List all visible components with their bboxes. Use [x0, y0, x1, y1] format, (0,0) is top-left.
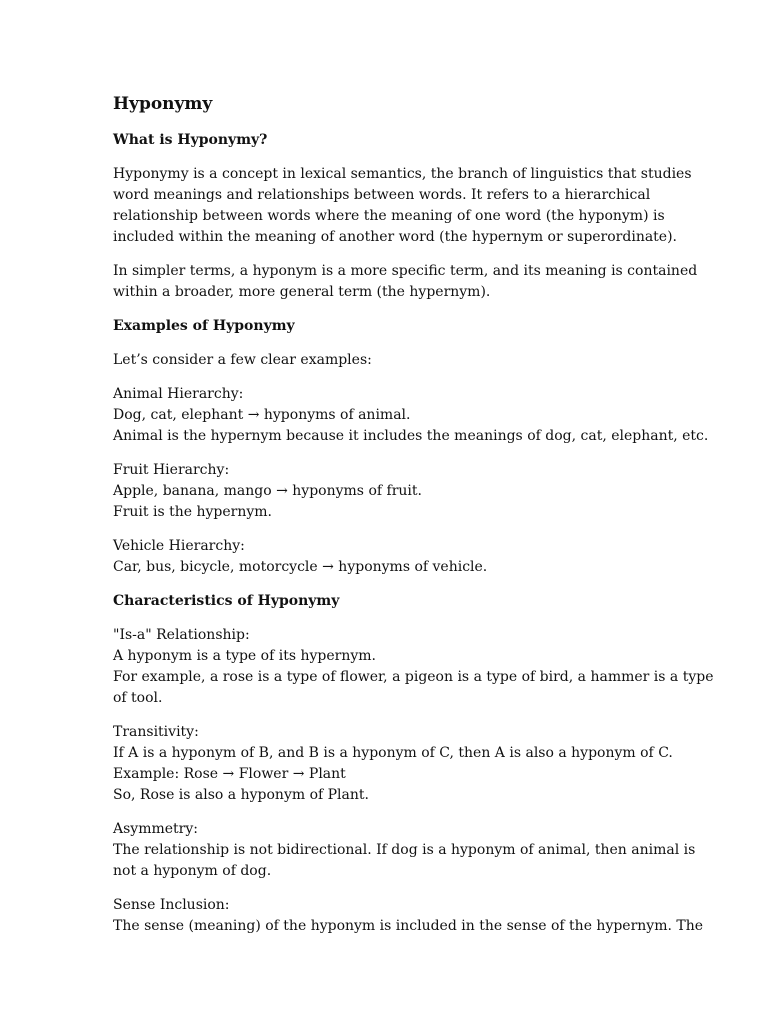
section-heading-characteristics: Characteristics of Hyponymy — [113, 593, 340, 609]
text-line: If A is a hyponym of B, and B is a hyponym of C, then A is also a hyponym of C. — [113, 745, 673, 761]
text-line: within a broader, more general term (the hypernym). — [113, 284, 491, 300]
section-heading-what-is-hyponymy: What is Hyponymy? — [113, 132, 268, 148]
text-line: Transitivity: — [113, 724, 199, 740]
text-line: relationship between words where the meaning of one word (the hyponym) is — [113, 208, 665, 224]
text-line: Animal is the hypernym because it includes the meanings of dog, cat, elephant, etc. — [113, 428, 709, 444]
text-line: Apple, banana, mango → hyponyms of fruit. — [113, 483, 422, 499]
text-line: Car, bus, bicycle, motorcycle → hyponyms of vehicle. — [113, 559, 488, 575]
text-line: Let’s consider a few clear examples: — [113, 352, 372, 368]
text-line: Fruit Hierarchy: — [113, 462, 230, 478]
section-heading-examples: Examples of Hyponymy — [113, 318, 295, 334]
text-line: Animal Hierarchy: — [113, 386, 244, 402]
text-line: Fruit is the hypernym. — [113, 504, 272, 520]
definition-paragraph — [113, 164, 692, 248]
text-line: Dog, cat, elephant → hyponyms of animal. — [113, 407, 411, 423]
document-title: Hyponymy — [113, 94, 213, 114]
text-line: "Is-a" Relationship: — [113, 627, 250, 643]
animal-hierarchy-block — [113, 384, 709, 447]
fruit-hierarchy-block — [113, 460, 658, 523]
text-line: Sense Inclusion: — [113, 897, 230, 913]
text-line: The relationship is not bidirectional. If dog is a hyponym of animal, then animal is — [113, 842, 696, 858]
text-line: not a hyponym of dog. — [113, 863, 272, 879]
text-line: Hyponymy is a concept in lexical semantics, the branch of linguistics that studies — [113, 166, 692, 182]
text-line: word meanings and relationships between words. It refers to a hierarchical — [113, 187, 651, 203]
text-line: So, Rose is also a hyponym of Plant. — [113, 787, 369, 803]
text-line: Vehicle Hierarchy: — [113, 538, 245, 554]
is-a-relationship-block — [113, 625, 714, 709]
text-line: of tool. — [113, 690, 163, 706]
vehicle-hierarchy-block — [113, 536, 658, 578]
text-line: included within the meaning of another word (the hypernym or superordinate). — [113, 229, 677, 245]
transitivity-block — [113, 722, 673, 806]
text-line: A hyponym is a type of its hypernym. — [113, 648, 376, 664]
text-line: Example: Rose → Flower → Plant — [113, 766, 346, 782]
text-line: The sense (meaning) of the hyponym is included in the sense of the hypernym. The — [113, 918, 704, 934]
sense-inclusion-block — [113, 895, 704, 937]
text-line: In simpler terms, a hyponym is a more specific term, and its meaning is contained — [113, 263, 698, 279]
examples-intro — [113, 350, 658, 371]
text-line: Asymmetry: — [113, 821, 198, 837]
asymmetry-block — [113, 819, 696, 882]
text-line: For example, a rose is a type of flower, a pigeon is a type of bird, a hammer is a type — [113, 669, 714, 685]
simpler-terms-paragraph — [113, 261, 698, 303]
